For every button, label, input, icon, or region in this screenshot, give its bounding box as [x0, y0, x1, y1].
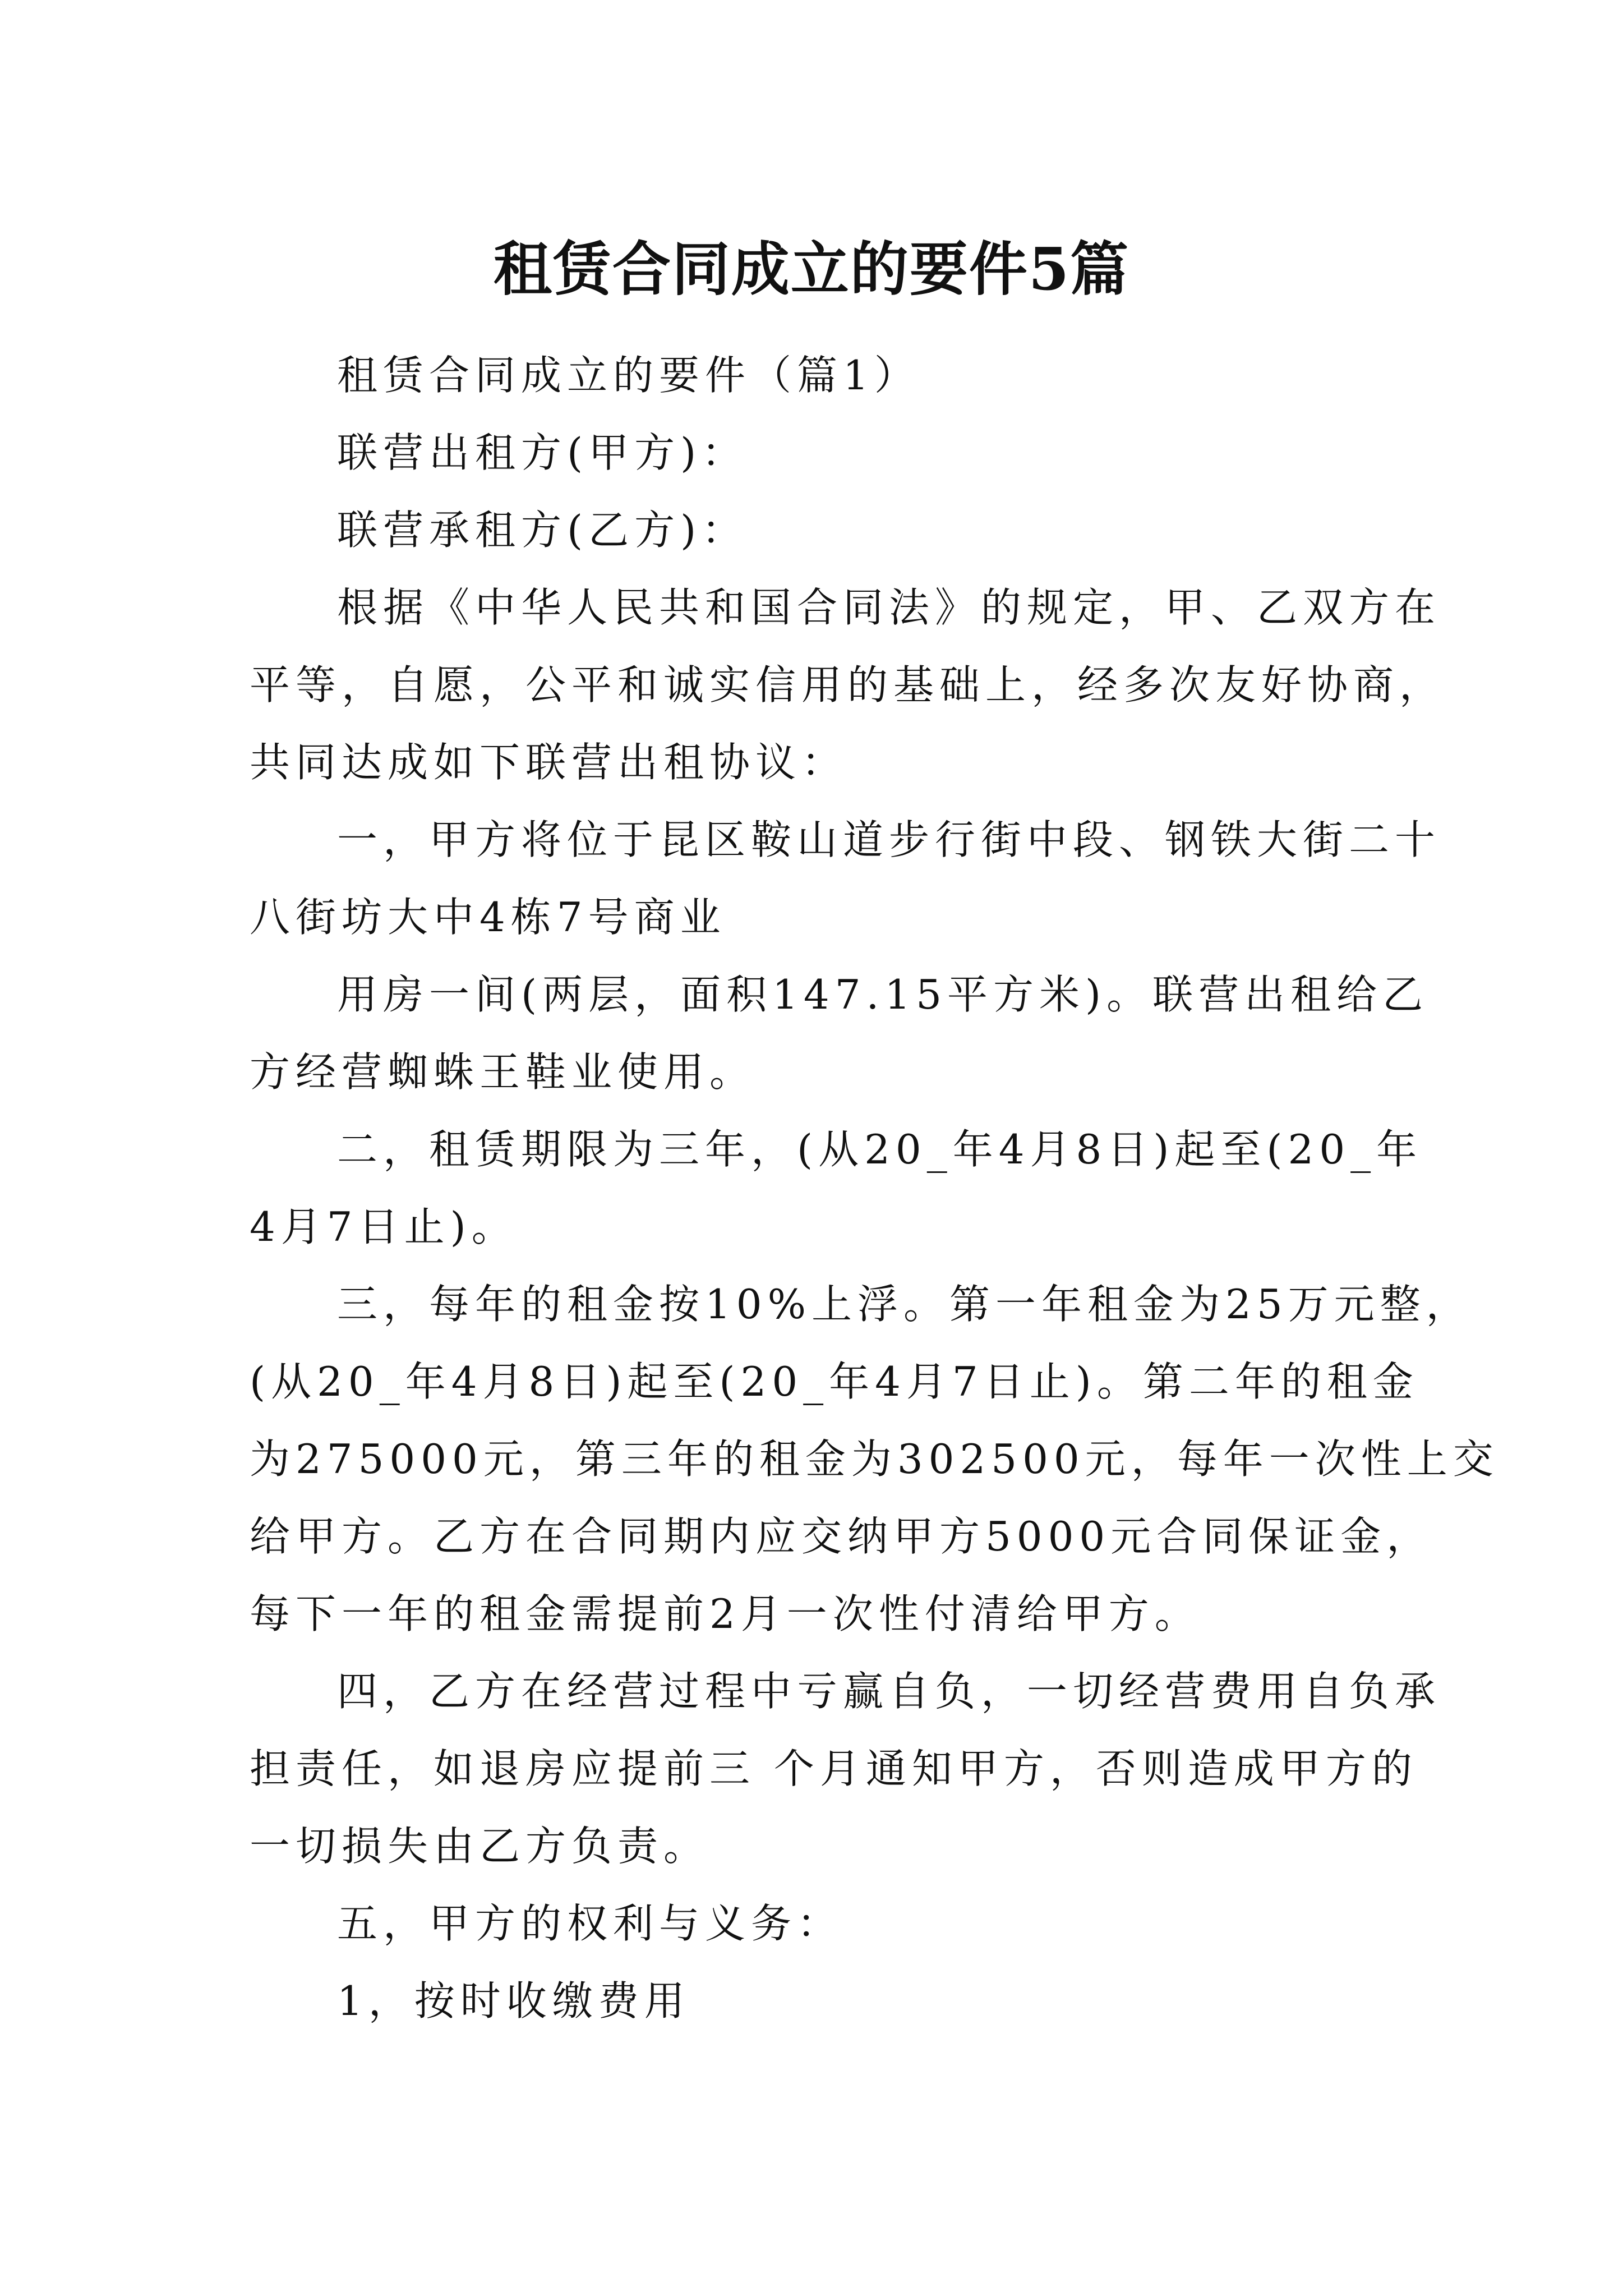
- body-line: 1，按时收缴费用: [337, 1977, 690, 2024]
- body-line: (从20_年4月8日)起至(20_年4月7日止)。第二年的租金: [250, 1358, 1419, 1405]
- body-line: 每下一年的租金需提前2月一次性付清给甲方。: [250, 1590, 1201, 1637]
- body-line: 共同达成如下联营出租协议：: [250, 739, 848, 786]
- body-line: 担责任，如退房应提前三 个月通知甲方，否则造成甲方的: [250, 1745, 1418, 1792]
- document-body: [250, 337, 1499, 2040]
- document-title: 租赁合同成立的要件5篇: [493, 234, 1130, 303]
- body-line: 4月7日止)。: [250, 1203, 518, 1250]
- body-line: 方经营蜘蛛王鞋业使用。: [250, 1048, 756, 1096]
- body-line: 联营出租方(甲方)：: [337, 429, 748, 476]
- body-line: 根据《中华人民共和国合同法》的规定，甲、乙双方在: [337, 584, 1441, 631]
- body-line: 一切损失由乙方负责。: [250, 1823, 710, 1870]
- body-line: 给甲方。乙方在合同期内应交纳甲方5000元合同保证金，: [250, 1513, 1433, 1560]
- body-line: 八街坊大中4栋7号商业: [250, 894, 726, 941]
- body-line: 平等，自愿，公平和诚实信用的基础上，经多次友好协商，: [250, 661, 1446, 708]
- body-line: 二，租赁期限为三年，(从20_年4月8日)起至(20_年: [337, 1126, 1423, 1173]
- body-line: 联营承租方(乙方)：: [337, 507, 748, 554]
- body-line: 用房一间(两层，面积147.15平方米)。联营出租给乙: [337, 971, 1429, 1018]
- body-line: 租赁合同成立的要件（篇1）: [337, 352, 920, 399]
- body-line: 为275000元，第三年的租金为302500元，每年一次性上交: [250, 1435, 1499, 1483]
- body-line: 四，乙方在经营过程中亏赢自负，一切经营费用自负承: [337, 1668, 1441, 1715]
- body-line: 一，甲方将位于昆区鞍山道步行街中段、钢铁大街二十: [337, 816, 1441, 863]
- body-line: 三，每年的租金按10%上浮。第一年租金为25万元整，: [337, 1281, 1472, 1328]
- body-line: 五，甲方的权利与义务：: [337, 1900, 843, 1947]
